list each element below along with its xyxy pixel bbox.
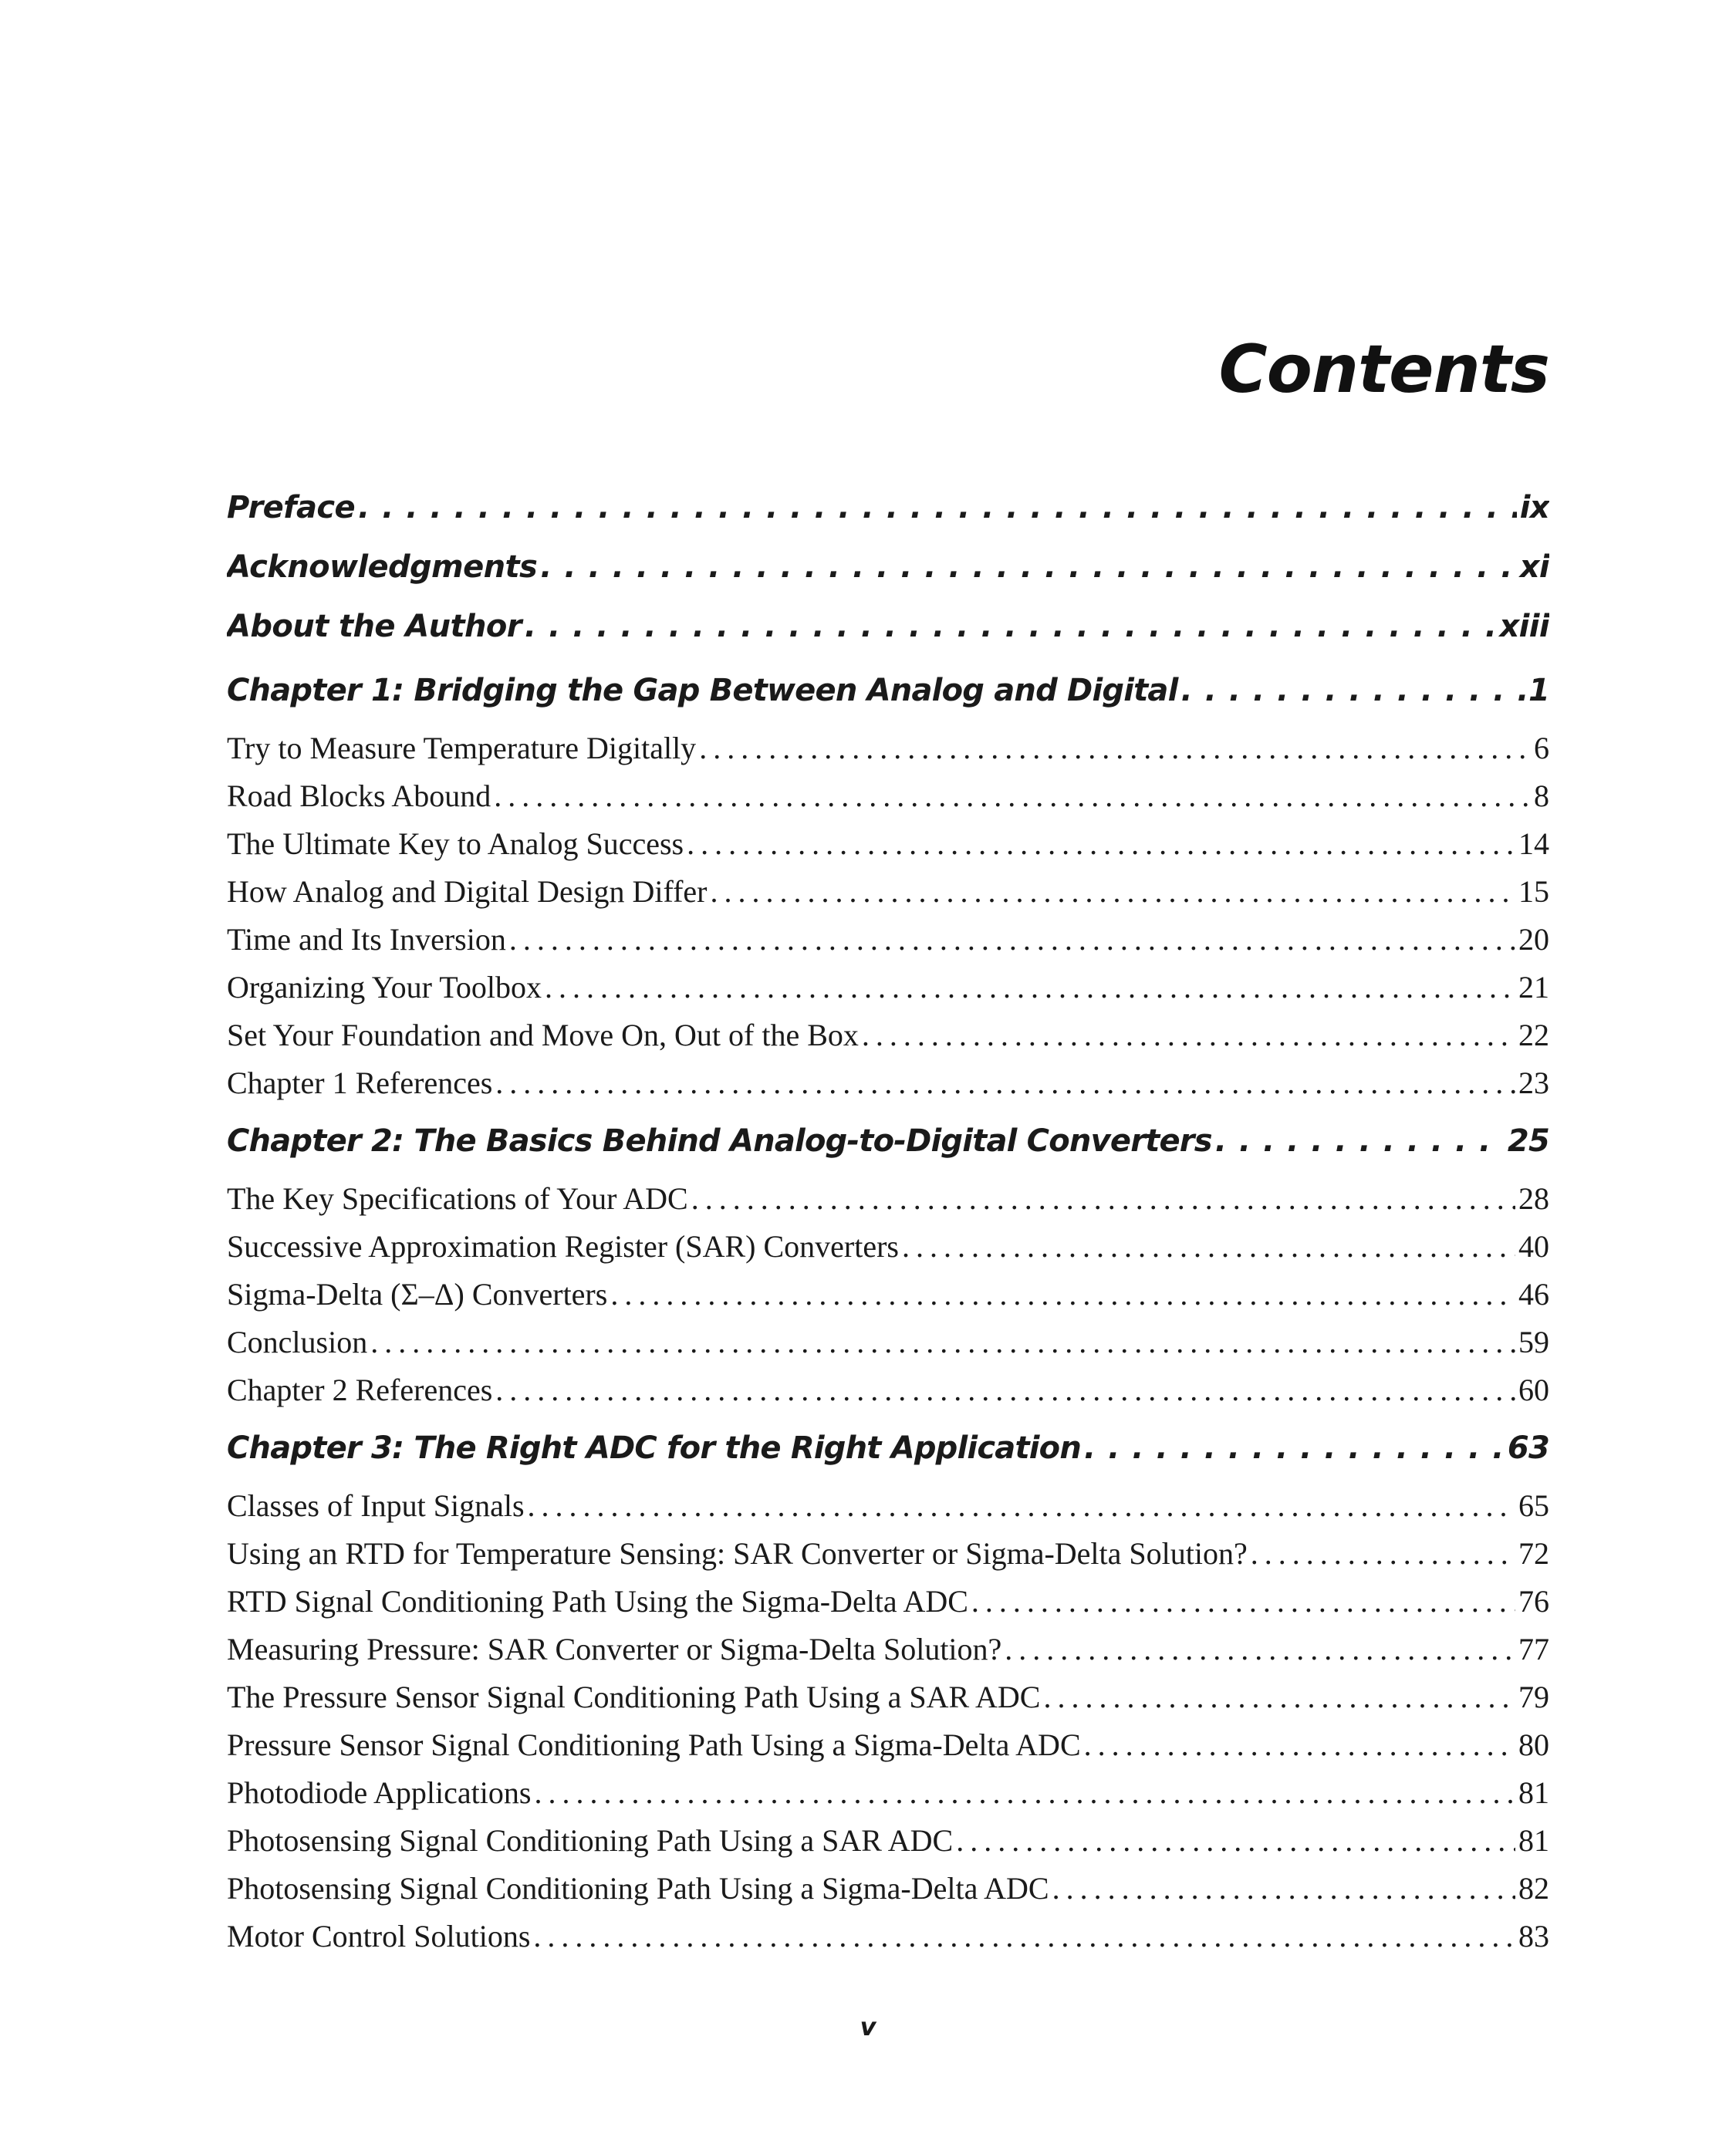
toc-section-entry[interactable]: [227, 1482, 1549, 1530]
toc-entry-label: The Ultimate Key to Analog Success: [227, 826, 684, 861]
toc-front-matter-entry[interactable]: [227, 478, 1549, 538]
dot-leader: [495, 1366, 1515, 1414]
toc-section-entry[interactable]: [227, 820, 1549, 868]
toc-section-entry[interactable]: [227, 1913, 1549, 1960]
toc-section-entry[interactable]: [227, 772, 1549, 820]
toc-entry-page-number: 14: [1518, 826, 1549, 861]
toc-section-entry[interactable]: [227, 1011, 1549, 1059]
toc-section-entry[interactable]: [227, 1059, 1549, 1107]
toc-entry-label: Organizing Your Toolbox: [227, 970, 542, 1005]
dot-leader: [699, 724, 1531, 772]
toc-section-entry[interactable]: [227, 724, 1549, 772]
toc-chapter-entry[interactable]: [227, 1107, 1549, 1175]
toc-entry-label: Chapter 2 References: [227, 1373, 493, 1407]
toc-entry-label: Chapter 2: The Basics Behind Analog-to-Digital Converters: [227, 1123, 1212, 1159]
dot-leader: [1084, 1414, 1505, 1482]
toc-entry-label: Photodiode Applications: [227, 1775, 532, 1810]
toc-section-entry[interactable]: [227, 1865, 1549, 1913]
dot-leader: [956, 1817, 1515, 1865]
toc-entry-label: Chapter 3: The Right ADC for the Right Application: [227, 1430, 1082, 1466]
dot-leader: [902, 1223, 1515, 1271]
toc-page: [227, 0, 1549, 2141]
toc-entry-page-number: 6: [1534, 731, 1549, 765]
toc-section-entry[interactable]: [227, 1626, 1549, 1673]
toc-list: [227, 478, 1549, 1960]
toc-entry-page-number: 23: [1518, 1065, 1549, 1100]
toc-entry-page-number: 20: [1518, 922, 1549, 957]
toc-section-entry[interactable]: [227, 1817, 1549, 1865]
toc-section-entry[interactable]: [227, 868, 1549, 916]
dot-leader: [495, 1059, 1515, 1107]
dot-leader: [862, 1011, 1515, 1059]
toc-entry-label: Photosensing Signal Conditioning Path Using a Sigma-Delta ADC: [227, 1871, 1049, 1906]
dot-leader: [687, 820, 1515, 868]
dot-leader: [610, 1271, 1515, 1319]
toc-entry-page-number: 81: [1518, 1823, 1549, 1858]
toc-entry-page-number: 59: [1518, 1325, 1549, 1359]
toc-section-entry[interactable]: [227, 1530, 1549, 1578]
dot-leader: [1084, 1721, 1515, 1769]
dot-leader: [509, 916, 1515, 964]
toc-entry-page-number: 40: [1518, 1229, 1549, 1264]
toc-entry-page-number: 25: [1507, 1123, 1549, 1159]
dot-leader: [710, 868, 1515, 916]
dot-leader: [494, 772, 1531, 820]
toc-entry-label: Road Blocks Abound: [227, 778, 491, 813]
toc-section-entry[interactable]: [227, 1673, 1549, 1721]
toc-section-entry[interactable]: [227, 1319, 1549, 1366]
dot-leader: [1005, 1626, 1515, 1673]
toc-entry-label: The Key Specifications of Your ADC: [227, 1181, 688, 1216]
toc-entry-page-number: 79: [1518, 1680, 1549, 1714]
toc-entry-label: Chapter 1: Bridging the Gap Between Analog and Digital: [227, 673, 1178, 708]
dot-leader: [1215, 1107, 1505, 1175]
dot-leader: [540, 538, 1516, 597]
toc-entry-label: Motor Control Solutions: [227, 1919, 531, 1954]
toc-entry-label: Measuring Pressure: SAR Converter or Sigma-Delta Solution?: [227, 1632, 1002, 1667]
dot-leader: [1043, 1673, 1515, 1721]
toc-entry-label: The Pressure Sensor Signal Conditioning Path Using a SAR ADC: [227, 1680, 1041, 1714]
toc-section-entry[interactable]: [227, 964, 1549, 1011]
dot-leader: [533, 1913, 1515, 1960]
toc-chapter-entry[interactable]: [227, 1414, 1549, 1482]
toc-entry-page-number: 65: [1518, 1488, 1549, 1523]
toc-entry-label: Pressure Sensor Signal Conditioning Path Using a Sigma-Delta ADC: [227, 1727, 1081, 1762]
toc-entry-page-number: ix: [1519, 490, 1549, 525]
dot-leader: [370, 1319, 1515, 1366]
toc-section-entry[interactable]: [227, 1769, 1549, 1817]
toc-entry-label: Photosensing Signal Conditioning Path Using a SAR ADC: [227, 1823, 954, 1858]
toc-entry-page-number: 81: [1518, 1775, 1549, 1810]
dot-leader: [971, 1578, 1515, 1626]
toc-entry-page-number: 22: [1518, 1018, 1549, 1052]
toc-entry-page-number: 28: [1518, 1181, 1549, 1216]
dot-leader: [1052, 1865, 1515, 1913]
toc-entry-page-number: xiii: [1499, 609, 1549, 644]
toc-section-entry[interactable]: [227, 916, 1549, 964]
toc-entry-page-number: 83: [1518, 1919, 1549, 1954]
dot-leader: [358, 478, 1517, 538]
toc-chapter-entry[interactable]: [227, 657, 1549, 724]
toc-entry-label: Successive Approximation Register (SAR) Converters: [227, 1229, 899, 1264]
dot-leader: [525, 597, 1497, 657]
toc-entry-label: Classes of Input Signals: [227, 1488, 525, 1523]
toc-entry-page-number: 60: [1518, 1373, 1549, 1407]
toc-section-entry[interactable]: [227, 1578, 1549, 1626]
dot-leader: [691, 1175, 1515, 1223]
toc-entry-page-number: 8: [1534, 778, 1549, 813]
toc-section-entry[interactable]: [227, 1223, 1549, 1271]
toc-entry-label: About the Author: [227, 609, 522, 644]
toc-entry-page-number: 76: [1518, 1584, 1549, 1619]
dot-leader: [545, 964, 1515, 1011]
toc-section-entry[interactable]: [227, 1366, 1549, 1414]
toc-entry-page-number: xi: [1519, 549, 1549, 585]
toc-entry-page-number: 82: [1518, 1871, 1549, 1906]
toc-entry-label: Set Your Foundation and Move On, Out of the Box: [227, 1018, 859, 1052]
toc-entry-page-number: 15: [1518, 874, 1549, 909]
toc-entry-label: Using an RTD for Temperature Sensing: SAR Converter or Sigma-Delta Solution?: [227, 1536, 1248, 1571]
toc-entry-label: Try to Measure Temperature Digitally: [227, 731, 697, 765]
toc-entry-page-number: 63: [1507, 1430, 1549, 1466]
toc-entry-page-number: 77: [1518, 1632, 1549, 1667]
toc-section-entry[interactable]: [227, 1721, 1549, 1769]
toc-entry-label: Chapter 1 References: [227, 1065, 493, 1100]
toc-front-matter-entry[interactable]: [227, 597, 1549, 657]
toc-entry-label: How Analog and Digital Design Differ: [227, 874, 708, 909]
dot-leader: [1181, 657, 1525, 724]
dot-leader: [528, 1482, 1515, 1530]
toc-entry-label: Time and Its Inversion: [227, 922, 506, 957]
page-title: Contents: [1218, 331, 1549, 408]
dot-leader: [534, 1769, 1515, 1817]
toc-front-matter-entry[interactable]: [227, 538, 1549, 597]
toc-entry-label: Acknowledgments: [227, 549, 538, 585]
toc-entry-label: RTD Signal Conditioning Path Using the Sigma-Delta ADC: [227, 1584, 968, 1619]
toc-entry-page-number: 80: [1518, 1727, 1549, 1762]
toc-section-entry[interactable]: [227, 1175, 1549, 1223]
toc-entry-label: Preface: [227, 490, 355, 525]
toc-entry-page-number: 72: [1518, 1536, 1549, 1571]
toc-entry-label: Sigma-Delta (Σ–Δ) Converters: [227, 1277, 608, 1312]
toc-entry-label: Conclusion: [227, 1325, 368, 1359]
toc-entry-page-number: 46: [1518, 1277, 1549, 1312]
toc-entry-page-number: 21: [1518, 970, 1549, 1005]
toc-entry-page-number: 1: [1528, 673, 1549, 708]
dot-leader: [1251, 1530, 1515, 1578]
toc-section-entry[interactable]: [227, 1271, 1549, 1319]
page-folio: v: [860, 2012, 876, 2041]
